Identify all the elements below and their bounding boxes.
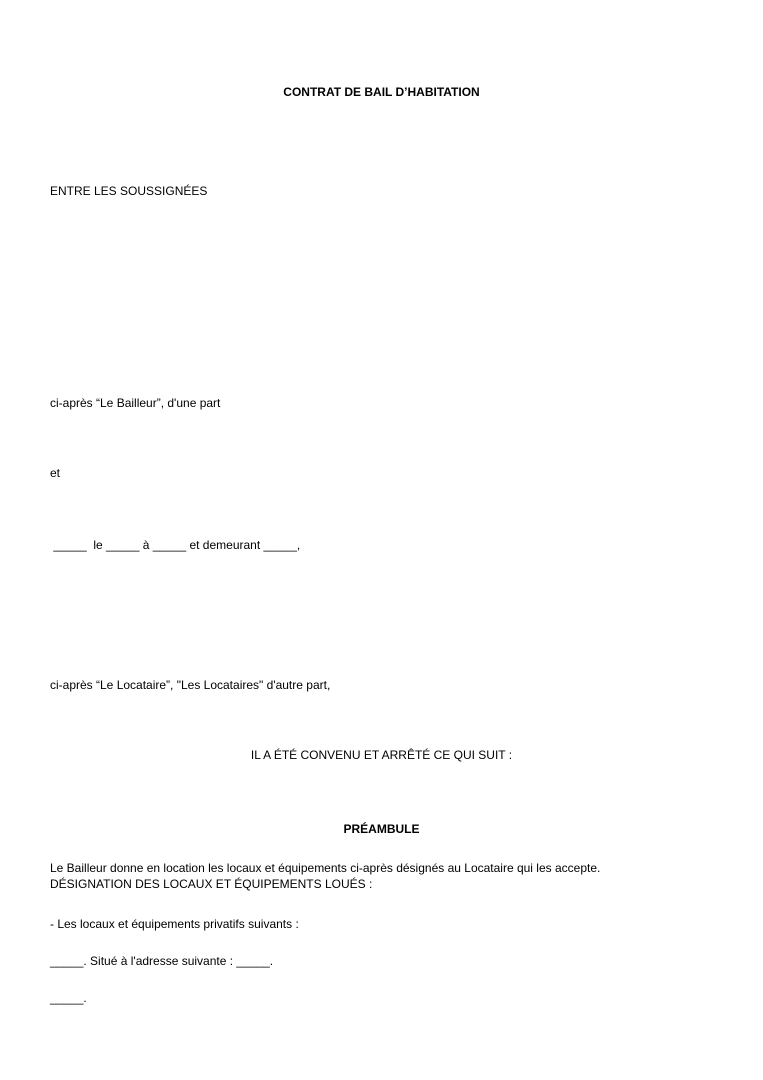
- tenant-clause: ci-après “Le Locataire”, "Les Locataires" d'autre part,: [50, 678, 331, 692]
- tenant-fill-line: _____ le _____ à _____ et demeurant _____,: [50, 538, 301, 552]
- blank-line: _____.: [50, 991, 87, 1005]
- designation-heading: DÉSIGNATION DES LOCAUX ET ÉQUIPEMENTS LOUÉS :: [50, 877, 373, 891]
- address-line: _____. Situé à l'adresse suivante : _____.: [50, 954, 274, 968]
- preamble-sentence: Le Bailleur donne en location les locaux et équipements ci-après désignés au Locataire qui les accepte.: [50, 861, 601, 875]
- document-title: CONTRAT DE BAIL D’HABITATION: [283, 85, 480, 99]
- preamble-text: [50, 860, 713, 892]
- private-premises-item: - Les locaux et équipements privatifs suivants :: [50, 917, 299, 931]
- preamble-heading: PRÉAMBULE: [343, 822, 420, 836]
- parties-heading: ENTRE LES SOUSSIGNÉES: [50, 184, 208, 198]
- agreement-statement: IL A ÉTÉ CONVENU ET ARRÊTÉ CE QUI SUIT :: [250, 748, 513, 762]
- and-connector: et: [50, 466, 61, 480]
- lessor-clause: ci-après “Le Bailleur”, d'une part: [50, 396, 221, 410]
